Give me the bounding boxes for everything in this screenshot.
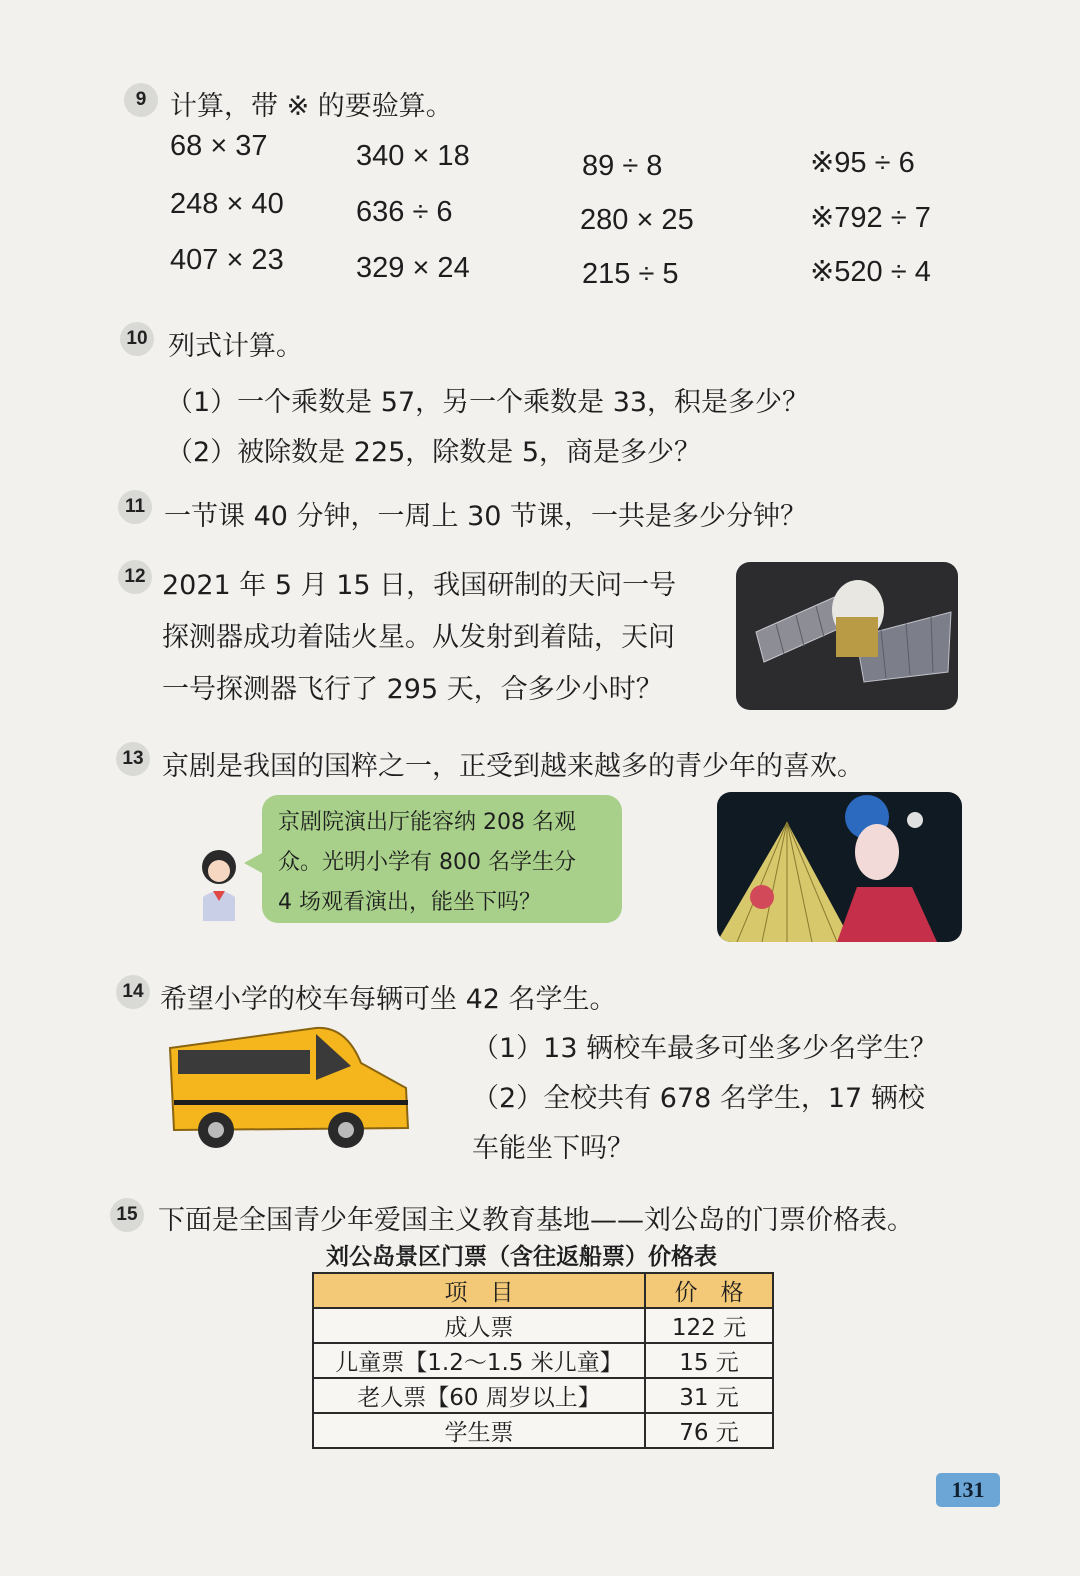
opera-photo — [717, 792, 962, 942]
q14-line-1: （1）13 辆校车最多可坐多少名学生？ — [472, 1033, 938, 1064]
table-row — [313, 1378, 773, 1413]
bubble-line-2: 众。光明小学有 800 名学生分 — [278, 850, 576, 875]
girl-illustration — [193, 845, 245, 921]
ticket-type: 老人票【60 周岁以上】 — [313, 1378, 645, 1413]
page-number: 131 — [936, 1473, 1000, 1507]
question-number-10: 10 — [120, 322, 154, 356]
calc-item: ※520 ÷ 4 — [810, 256, 931, 288]
calc-item: 329 × 24 — [356, 252, 470, 284]
calc-item: 215 ÷ 5 — [582, 258, 679, 290]
calc-item: 248 × 40 — [170, 188, 284, 220]
calc-item: ※95 ÷ 6 — [810, 147, 915, 179]
ticket-type: 学生票 — [313, 1413, 645, 1448]
question-number-12: 12 — [118, 560, 152, 594]
calc-item: 340 × 18 — [356, 140, 470, 172]
probe-photo — [736, 562, 958, 710]
q14-line-2: （2）全校共有 678 名学生，17 辆校 — [472, 1083, 925, 1114]
ticket-price: 122 元 — [645, 1308, 773, 1343]
q14-line-3: 车能坐下吗？ — [472, 1133, 634, 1164]
q14-text: 希望小学的校车每辆可坐 42 名学生。 — [160, 984, 617, 1015]
school-bus-illustration — [166, 1018, 416, 1153]
question-number-9: 9 — [124, 83, 158, 117]
bubble-line-1: 京剧院演出厅能容纳 208 名观 — [278, 810, 576, 835]
table-row — [313, 1308, 773, 1343]
table-title: 刘公岛景区门票（含往返船票）价格表 — [326, 1244, 717, 1270]
q10-item-1: （1）一个乘数是 57，另一个乘数是 33，积是多少？ — [166, 387, 810, 418]
ticket-type: 儿童票【1.2～1.5 米儿童】 — [313, 1343, 645, 1378]
calc-item: 89 ÷ 8 — [582, 150, 663, 182]
header-price: 价 格 — [645, 1273, 773, 1308]
q12-line-1: 2021 年 5 月 15 日，我国研制的天问一号 — [162, 570, 677, 601]
table-row — [313, 1343, 773, 1378]
bubble-line-3: 4 场观看演出，能坐下吗？ — [278, 890, 541, 915]
ticket-price: 15 元 — [645, 1343, 773, 1378]
calc-item: 636 ÷ 6 — [356, 196, 453, 228]
q12-line-2: 探测器成功着陆火星。从发射到着陆，天问 — [162, 622, 675, 653]
question-number-14: 14 — [116, 975, 150, 1009]
q12-line-3: 一号探测器飞行了 295 天，合多少小时？ — [162, 674, 663, 705]
q11-text: 一节课 40 分钟，一周上 30 节课，一共是多少分钟？ — [164, 501, 808, 532]
header-item: 项 目 — [313, 1273, 645, 1308]
table-row — [313, 1413, 773, 1448]
q10-title: 列式计算。 — [168, 331, 303, 362]
q9-title: 计算，带 ※ 的要验算。 — [170, 91, 453, 122]
ticket-type: 成人票 — [313, 1308, 645, 1343]
calc-item: ※792 ÷ 7 — [810, 202, 931, 234]
calc-item: 280 × 25 — [580, 204, 694, 236]
table-header-row — [313, 1273, 773, 1308]
q13-text: 京剧是我国的国粹之一，正受到越来越多的青少年的喜欢。 — [162, 751, 864, 782]
speech-bubble — [262, 795, 622, 923]
q10-item-2: （2）被除数是 225，除数是 5，商是多少？ — [166, 437, 702, 468]
ticket-price: 76 元 — [645, 1413, 773, 1448]
question-number-13: 13 — [116, 742, 150, 776]
question-number-11: 11 — [118, 490, 152, 524]
ticket-price: 31 元 — [645, 1378, 773, 1413]
question-number-15: 15 — [110, 1198, 144, 1232]
ticket-price-table — [312, 1272, 774, 1449]
q15-text: 下面是全国青少年爱国主义教育基地——刘公岛的门票价格表。 — [158, 1205, 914, 1236]
calc-item: 407 × 23 — [170, 244, 284, 276]
calc-item: 68 × 37 — [170, 130, 268, 162]
